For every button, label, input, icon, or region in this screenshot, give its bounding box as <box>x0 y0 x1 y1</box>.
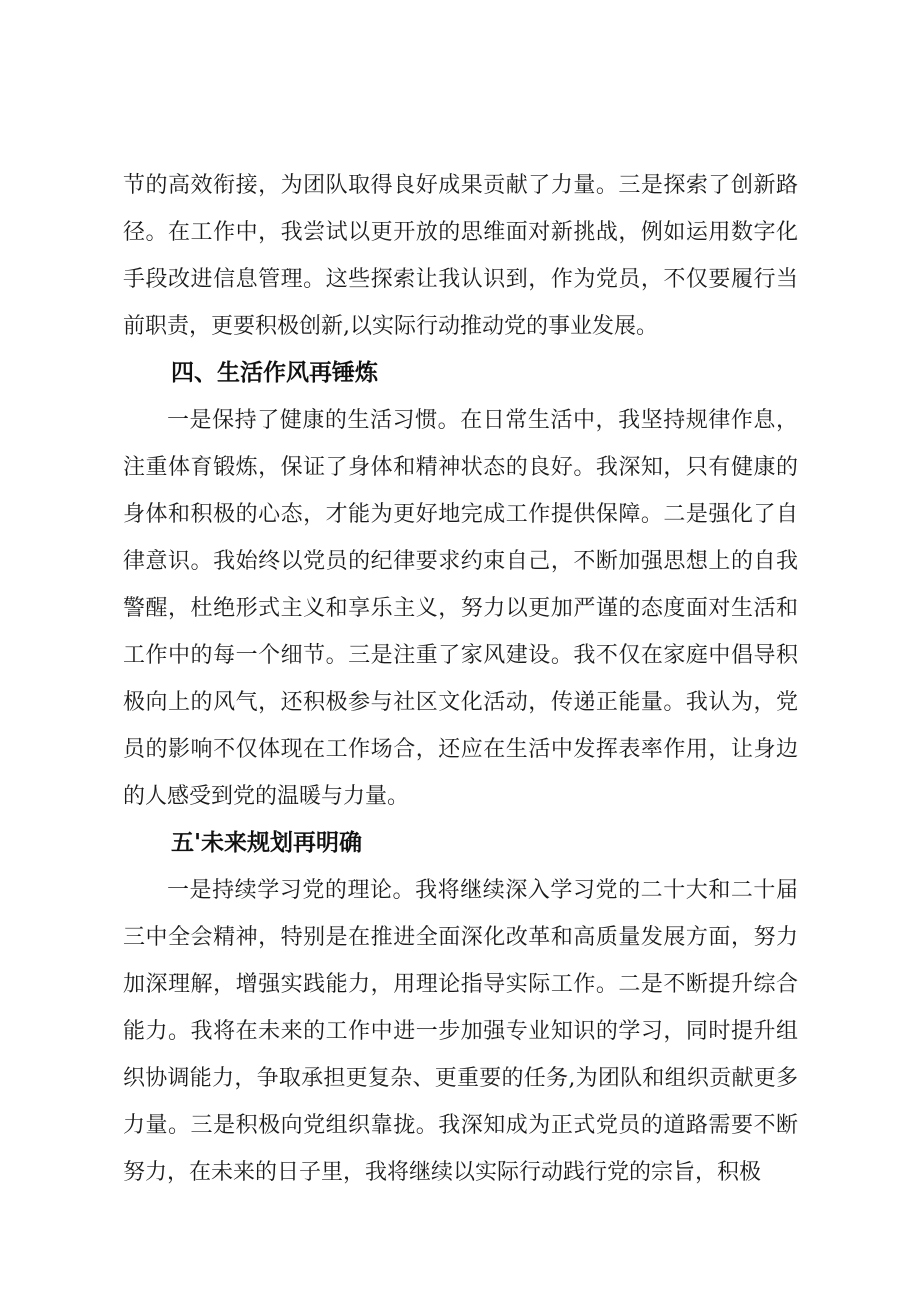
paragraph-innovation-continued: 节的高效衔接，为团队取得良好成果贡献了力量。三是探索了创新路径。在工作中，我尝试以更开放的思维面对新挑战，例如运用数字化手段改进信息管理。这些探索让我认识到，作为党员，不仅要履行当前职责，更要积极创新,以实际行动推动党的事业发展。 <box>123 173 798 339</box>
section-heading-future-plan: 五'未来规划再明确 <box>171 830 363 856</box>
paragraph-future-plan: 一是持续学习党的理论。我将继续深入学习党的二十大和二十届三中全会精神，特别是在推进全面深化改革和高质量发展方面，努力加深理解，增强实践能力，用理论指导实际工作。二是不断提升综合能力。我将在未来的工作中进一步加强专业知识的学习，同时提升组织协调能力，争取承担更复杂、更重要的任务,为团队和组织贡献更多力量。三是积极向党组织靠拢。我深知成为正式党员的道路需要不断努力，在未来的日子里，我将继续以实际行动践行党的宗旨，积极 <box>123 878 798 1185</box>
paragraph-lifestyle: 一是保持了健康的生活习惯。在日常生活中，我坚持规律作息，注重体育锻炼，保证了身体和精神状态的良好。我深知，只有健康的身体和积极的心态，才能为更好地完成工作提供保障。二是强化了自律意识。我始终以党员的纪律要求约束自己，不断加强思想上的自我警醒，杜绝形式主义和享乐主义，努力以更加严谨的态度面对生活和工作中的每一个细节。三是注重了家风建设。我不仅在家庭中倡导积极向上的风气，还积极参与社区文化活动，传递正能量。我认为，党员的影响不仅体现在工作场合，还应在生活中发挥表率作用，让身边的人感受到党的温暖与力量。 <box>123 408 798 809</box>
document-body <box>123 162 798 1196</box>
section-heading-lifestyle: 四、生活作风再锤炼 <box>171 360 378 386</box>
